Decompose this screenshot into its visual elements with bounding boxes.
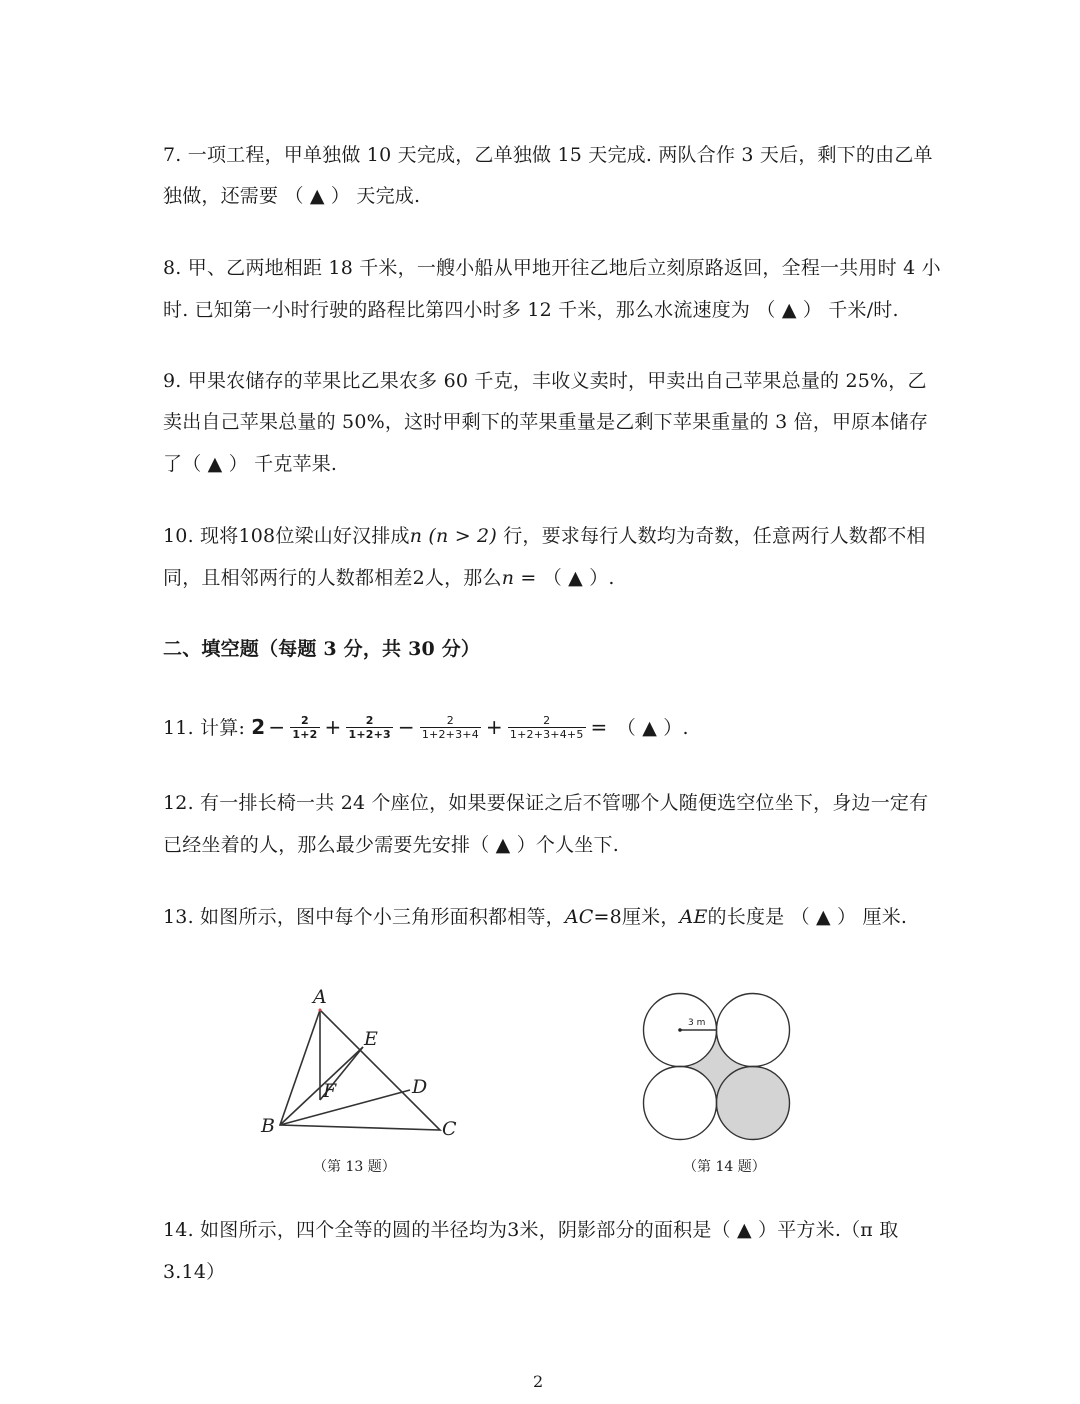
equals-sign: = — [590, 715, 608, 739]
fraction-2-den: 1+2+3 — [348, 727, 391, 741]
q13-line — [163, 905, 907, 929]
fraction-1-den: 1+2 — [292, 727, 318, 741]
label-d: D — [412, 1076, 428, 1098]
q10-text-c: 同，且相邻两行的人数都相差2人，那么 — [163, 567, 502, 589]
q9-line2: 卖出自己苹果总量的 50%，这时甲剩下的苹果重量是乙剩下苹果重量的 3 倍，甲原本储存 — [163, 411, 929, 433]
q13-text-b: =8厘米， — [593, 906, 680, 928]
fraction-4 — [508, 714, 586, 741]
fraction-2-num: 2 — [346, 714, 392, 728]
label-f: F — [323, 1080, 337, 1102]
vertex-a-dot — [319, 1009, 322, 1012]
q12-line1: 12. 有一排长椅一共 24 个座位，如果要保证之后不管哪个人随便选空位坐下，身边一定有 — [163, 792, 929, 814]
q10-text-a: 10. 现将108位梁山好汉排成 — [163, 525, 410, 547]
q12-line2: 已经坐着的人，那么最少需要先安排（ ▲ ）个人坐下. — [163, 834, 619, 856]
circles-figure — [640, 990, 795, 1145]
q11-line — [163, 712, 689, 743]
q10-line2 — [163, 566, 615, 590]
circle-top-right — [717, 994, 790, 1067]
q10-answer: = （ ▲ ）. — [514, 567, 615, 589]
q11-two: 2 — [251, 715, 266, 739]
circle-bottom-left — [644, 1067, 717, 1140]
q14-line1: 14. 如图所示，四个全等的圆的半径均为3米，阴影部分的面积是（ ▲ ）平方米.（π 取 — [163, 1219, 899, 1241]
q13-ae: AE — [679, 906, 708, 928]
q13-ac: AC — [564, 906, 594, 928]
q8-line1: 8. 甲、乙两地相距 18 千米，一艘小船从甲地开往乙地后立刻原路返回，全程一共用时 4 小 — [163, 257, 941, 279]
q11-prefix: 11. 计算: — [163, 717, 252, 739]
label-a: A — [313, 986, 327, 1008]
triangle-figure — [255, 985, 475, 1145]
q9-line1: 9. 甲果农储存的苹果比乙果农多 60 千克，丰收义卖时，甲卖出自己苹果总量的 25%，乙 — [163, 370, 927, 392]
center-dot — [678, 1028, 682, 1032]
fraction-3-num: 2 — [420, 714, 481, 728]
q13-text-c: 的长度是 （ ▲ ） 厘米. — [707, 906, 908, 928]
shaded-circle — [717, 1067, 790, 1140]
q9-line3: 了（ ▲ ） 千克苹果. — [163, 453, 338, 475]
fig13-caption: （第 13 题） — [313, 1159, 396, 1175]
q7-line2: 独做，还需要 （ ▲ ） 天完成. — [163, 185, 421, 207]
minus-sign: − — [397, 715, 415, 739]
fraction-3-den: 1+2+3+4 — [421, 727, 479, 741]
fraction-1-num: 2 — [290, 714, 319, 728]
triangle-abc — [280, 1010, 440, 1130]
fraction-4-num: 2 — [508, 714, 586, 728]
radius-label: 3 m — [688, 1018, 706, 1028]
q7-line1: 7. 一项工程，甲单独做 10 天完成，乙单独做 15 天完成. 两队合作 3 天后，剩下的由乙单 — [163, 144, 933, 166]
plus-sign: + — [485, 715, 503, 739]
q10-text-b: 行，要求每行人数均为奇数，任意两行人数都不相 — [496, 525, 926, 547]
label-b: B — [261, 1115, 275, 1137]
q10-n: n — [409, 525, 423, 547]
page-number: 2 — [533, 1372, 544, 1391]
q14-line2: 3.14） — [163, 1261, 226, 1283]
fig14-caption: （第 14 题） — [683, 1159, 766, 1175]
q10-condition: (n > 2) — [422, 525, 497, 547]
q10-n2: n — [501, 567, 515, 589]
section-title: 二、填空题（每题 3 分，共 30 分） — [163, 638, 481, 660]
label-e: E — [364, 1028, 378, 1050]
q11-suffix: （ ▲ ）. — [610, 717, 689, 739]
label-c: C — [442, 1118, 457, 1140]
q13-text-a: 13. 如图所示，图中每个小三角形面积都相等， — [163, 906, 565, 928]
q8-line2: 时. 已知第一小时行驶的路程比第四小时多 12 千米，那么水流速度为 （ ▲ ） 千米/时. — [163, 299, 899, 321]
plus-sign: + — [324, 715, 342, 739]
fraction-4-den: 1+2+3+4+5 — [509, 727, 584, 741]
fraction-2 — [346, 714, 392, 741]
fraction-3 — [420, 714, 481, 741]
fraction-1 — [290, 714, 319, 741]
q10-line1 — [163, 524, 926, 548]
minus-sign: − — [268, 715, 286, 739]
